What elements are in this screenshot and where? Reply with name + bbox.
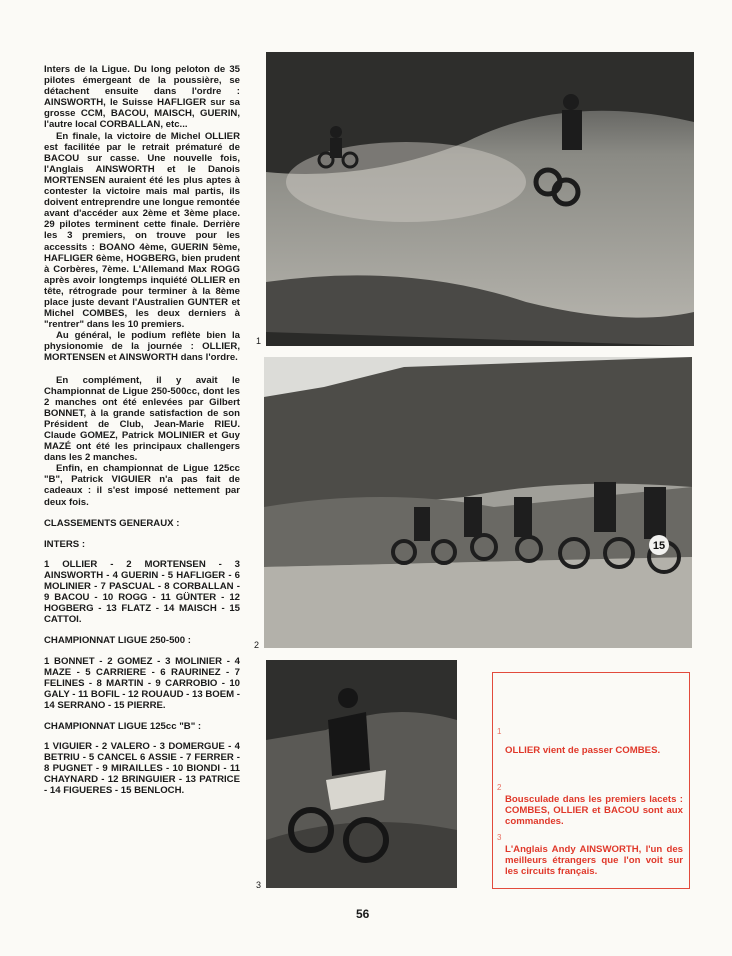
captions-box [492, 672, 690, 889]
photo-number: 2 [254, 640, 260, 650]
caption-number: 2 [497, 783, 502, 792]
number-plate: 15 [652, 540, 666, 552]
section-heading: CHAMPIONNAT LIGUE 125cc "B" : [44, 720, 202, 732]
paragraph: Inters de la Ligue. Du long peloton de 35 pilotes émergeant de la poussière, se détachent ensuite dans l'ordre : AINSWORTH, le Suisse HAFLIGER sur sa grosse CCM, BACOU, MAISCH, GUERIN, l'autre local CORBALLAN, etc... [44, 64, 240, 131]
section-heading: CHAMPIONNAT LIGUE 250-500 : [44, 635, 191, 647]
photo-1-riders-on-dusty-slope [266, 52, 694, 346]
photo-number: 3 [256, 880, 262, 890]
paragraph: Enfin, en championnat de Ligue 125cc "B", Patrick VIGUIER n'a pas fait de cadeaux : il s'est imposé nettement par deux fois. [44, 463, 240, 508]
results-list: 1 OLLIER - 2 MORTENSEN - 3 AINSWORTH - 4 GUERIN - 5 HAFLIGER - 6 MOLINIER - 7 PASCUAL - 8 CORBALLAN - 9 BACOU - 10 ROGG - 11 GÜNTER - 12 HOGBERG - 13 FLATZ - 14 MAISCH - 15 CATTOI. [44, 558, 240, 626]
caption-1: OLLIER vient de passer COMBES. [505, 745, 661, 756]
section-heading: CLASSEMENTS GENERAUX : [44, 517, 180, 529]
caption-3: L'Anglais Andy AINSWORTH, l'un des meilleurs étrangers que l'on voit sur les circuits français. [505, 844, 683, 878]
caption-number: 1 [497, 727, 502, 736]
caption-2: Bousculade dans les premiers lacets : COMBES, OLLIER et BACOU sont aux commandes. [505, 794, 683, 828]
page-number: 56 [356, 907, 370, 921]
photo-number: 1 [256, 336, 262, 346]
article-column [44, 64, 240, 797]
photo-3-ainsworth [266, 660, 457, 888]
results-list: 1 VIGUIER - 2 VALERO - 3 DOMERGUE - 4 BETRIU - 5 CANCEL 6 ASSIE - 7 FERRER - 8 PUGNET - 9 MIRAILLES - 10 BIONDI - 11 CHAYNARD - 12 BRINGUIER - 13 PATRICE - 14 FIGUERES - 15 BENLOCH. [44, 741, 240, 797]
paragraph: En complément, il y avait le Championnat de Ligue 250-500cc, dont les 2 manches ont été enlevées par Gilbert BONNET, à la grande satisfaction de son Président de Club, Jean-Marie RIEU. Claude GOMEZ, Patrick MOLINIER et Guy MAZÉ ont été les principaux challengers dans les 2 manches. [44, 374, 240, 464]
section-heading: INTERS : [44, 538, 86, 550]
photo-2-start-bunch [264, 357, 692, 648]
paragraph: En finale, la victoire de Michel OLLIER est facilitée par le retrait prématuré de BACOU sur casse. Une nouvelle fois, l'Anglais AINSWORTH et le Danois MORTENSEN auraient été les plus aptes à contester la victoire mais mal partis, ils doivent entreprendre une longue remontée avant d'accéder aux 2ème et 3ème place. 29 pilotes terminent cette finale. Derrière les 3 premiers, on trouve pour les accessits : BOANO 4ème, GUERIN 5ème, HAFLIGER 6ème, HOGBERG, bien prudent à Corbères, 7ème. L'Allemand Max ROGG après avoir longtemps inquiété OLLIER en tête, rétrograde pour terminer à la 8ème place juste devant l'Australien GUNTER et Michel COMBES, les deux derniers à "rentrer" dans les 10 premiers. [44, 130, 240, 331]
paragraph: Au général, le podium reflète bien la physionomie de la journée : OLLIER, MORTENSEN et AINSWORTH dans l'ordre. [44, 330, 240, 364]
results-list: 1 BONNET - 2 GOMEZ - 3 MOLINIER - 4 MAZE - 5 CARRIERE - 6 RAURINEZ - 7 FELINES - 8 MARTIN - 9 CARROBIO - 10 GALY - 11 BOFIL - 12 ROUAUD - 13 BOEM - 14 SERRANO - 15 PIERRE. [44, 655, 241, 711]
caption-number: 3 [497, 833, 502, 842]
